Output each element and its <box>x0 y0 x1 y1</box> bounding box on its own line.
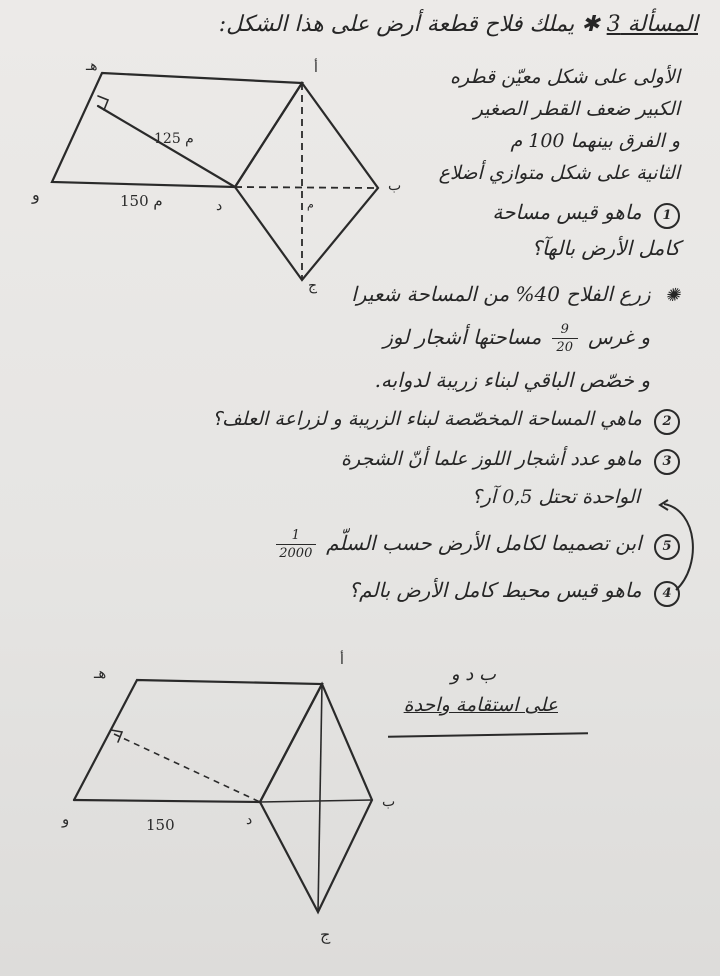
problem-label: المسألة 3 <box>606 12 698 37</box>
swap-arrow-icon <box>650 496 710 606</box>
question-1-line-2: كامل الأرض بالهآ؟ <box>531 236 680 260</box>
paragraph-1-text: زرع الفلاح 40% من المساحة شعيرا <box>351 282 651 306</box>
parallelogram-top <box>52 73 302 187</box>
label-d-top: د <box>216 198 223 214</box>
rhombus-top <box>235 83 378 280</box>
question-2-number: 2 <box>654 409 680 435</box>
question-4 <box>348 578 680 607</box>
desc-line-4: الثانية على شكل متوازي أضلاع <box>438 162 680 184</box>
scale-fraction <box>276 528 316 561</box>
figure-bottom <box>50 650 450 950</box>
diagonal-horizontal-bottom <box>260 800 372 802</box>
fraction-9-20 <box>552 322 578 355</box>
label-b-bottom: ب <box>382 794 396 810</box>
question-3-line-2: الواحدة تحتل 0,5 آر؟ <box>471 486 640 508</box>
label-a-top: أ <box>314 60 318 76</box>
scale-fraction-num: 1 <box>291 528 300 543</box>
label-b-top: ب <box>388 178 402 194</box>
dim-150-top: 150 م <box>120 192 163 210</box>
question-2-text: ماهي المساحة المخصّصة لبناء الزريبة و لزراعة العلف؟ <box>212 408 642 430</box>
scale-fraction-bar <box>276 544 316 545</box>
note-line-2: على استقامة واحدة <box>403 694 558 716</box>
question-4-number: 4 <box>654 581 680 607</box>
question-1 <box>492 200 680 229</box>
paragraph-3: و خصّص الباقي لبناء زريبة لدوابه. <box>374 368 650 392</box>
paragraph-1 <box>351 282 680 306</box>
question-4-text: ماهو قيس محيط كامل الأرض بالم؟ <box>348 578 642 602</box>
diagonal-horizontal-top <box>235 187 378 188</box>
label-j-bottom: ج <box>320 925 331 944</box>
label-h-bottom: هـ <box>94 664 107 682</box>
asterisk-icon: ✱ <box>574 12 600 37</box>
question-5 <box>272 528 680 561</box>
dim-125-top: 125 م <box>154 131 194 147</box>
label-w-top: و <box>32 185 40 204</box>
fraction-9-20-den: 20 <box>556 340 573 355</box>
fraction-9-20-bar <box>552 338 578 339</box>
rhombus-bottom <box>260 684 372 912</box>
label-h-top: هـ <box>86 58 98 74</box>
question-2 <box>212 408 680 435</box>
label-j-top: ج <box>308 278 318 294</box>
label-d-bottom: د <box>246 812 253 828</box>
question-3-line-1: ماهو عدد أشجار اللوز علما أنّ الشجرة <box>341 448 642 470</box>
paragraph-2-start: و غرس <box>588 325 650 349</box>
paragraph-2 <box>383 322 650 355</box>
problem-title <box>219 12 698 37</box>
question-3 <box>341 448 680 475</box>
flower-bullet-icon: ✺ <box>664 285 680 306</box>
fraction-9-20-num: 9 <box>560 322 569 337</box>
problem-intro: يملك فلاح قطعة أرض على هذا الشكل: <box>218 12 575 37</box>
height-line-bottom <box>114 734 260 802</box>
diagonal-vertical-bottom <box>318 684 322 912</box>
question-1-line-1: ماهو قيس مساحة <box>492 200 642 224</box>
question-3-number: 3 <box>654 449 680 475</box>
parallelogram-bottom <box>74 680 322 802</box>
scale-fraction-den: 2000 <box>279 546 313 561</box>
note-line-1: ب د و <box>450 664 496 685</box>
question-5-text: ابن تصميما لكامل الأرض حسب السلّم <box>326 531 642 555</box>
question-1-number: 1 <box>654 203 680 229</box>
dim-150-bottom: 150 <box>146 816 175 834</box>
paragraph-2-end: مساحتها أشجار لوز <box>383 325 542 349</box>
label-o-top: م <box>307 198 314 211</box>
label-a-bottom: أ <box>340 652 344 668</box>
desc-line-2: الكبير ضعف القطر الصغير <box>473 98 680 120</box>
label-w-bottom: و <box>62 810 70 828</box>
desc-line-3: و الفرق بينهما 100 م <box>510 130 680 152</box>
question-5-number: 5 <box>654 534 680 560</box>
desc-line-1: الأولى على شكل معيّن قطره <box>450 66 680 88</box>
